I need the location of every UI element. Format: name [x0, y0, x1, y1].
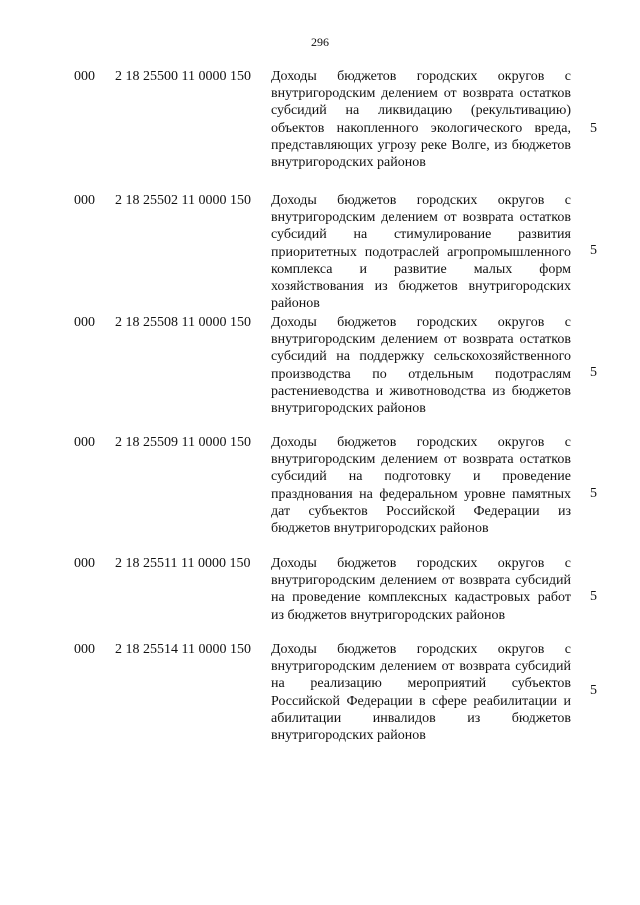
norm-percent: 5	[590, 365, 597, 380]
budget-classification-code: 2 18 25511 11 0000 150	[115, 556, 251, 571]
revenue-description: Доходы бюджетов городских округов с внутригородским делением от возврата остатков субсидий на поддержку сельскохозяйственного производства по отдельным подотраслям растениеводства и животноводства из бюджетов внутригородских районов	[271, 315, 571, 417]
norm-percent: 5	[590, 486, 597, 501]
page-number: 296	[311, 35, 329, 49]
revenue-description: Доходы бюджетов городских округов с внутригородским делением от возврата остатков субсидий на стимулирование развития приоритетных подотраслей агропромышленного комплекса и развитие малых форм хозяйствования из бюджетов внутригородских районов	[271, 193, 571, 312]
revenue-description: Доходы бюджетов городских округов с внутригородским делением от возврата остатков субсидий на ликвидацию (рекультивацию) объектов накопленного экологического вреда, представляющих угрозу реке Волге, из бюджетов внутригородских районов	[271, 69, 571, 171]
budget-classification-code: 2 18 25508 11 0000 150	[115, 315, 251, 330]
revenue-description: Доходы бюджетов городских округов с внутригородским делением от возврата остатков субсидий на подготовку и проведение празднования на федеральном уровне памятных дат субъектов Российской Федерации из бюджетов внутригородских районов	[271, 435, 571, 537]
budget-classification-code: 2 18 25509 11 0000 150	[115, 435, 251, 450]
budget-classification-code: 2 18 25502 11 0000 150	[115, 193, 251, 208]
revenue-description: Доходы бюджетов городских округов с внутригородским делением от возврата субсидий на проведение комплексных кадастровых работ из бюджетов внутригородских районов	[271, 556, 571, 623]
norm-percent: 5	[590, 243, 597, 258]
admin-code: 000	[74, 315, 95, 330]
admin-code: 000	[74, 556, 95, 571]
budget-classification-code: 2 18 25500 11 0000 150	[115, 69, 251, 84]
admin-code: 000	[74, 69, 95, 84]
revenue-description: Доходы бюджетов городских округов с внутригородским делением от возврата субсидий на реализацию мероприятий субъектов Российской Федерации в сфере реабилитации и абилитации инвалидов из бюджетов внутригородских районов	[271, 642, 571, 744]
admin-code: 000	[74, 193, 95, 208]
norm-percent: 5	[590, 121, 597, 136]
norm-percent: 5	[590, 589, 597, 604]
norm-percent: 5	[590, 683, 597, 698]
budget-classification-code: 2 18 25514 11 0000 150	[115, 642, 251, 657]
admin-code: 000	[74, 642, 95, 657]
admin-code: 000	[74, 435, 95, 450]
